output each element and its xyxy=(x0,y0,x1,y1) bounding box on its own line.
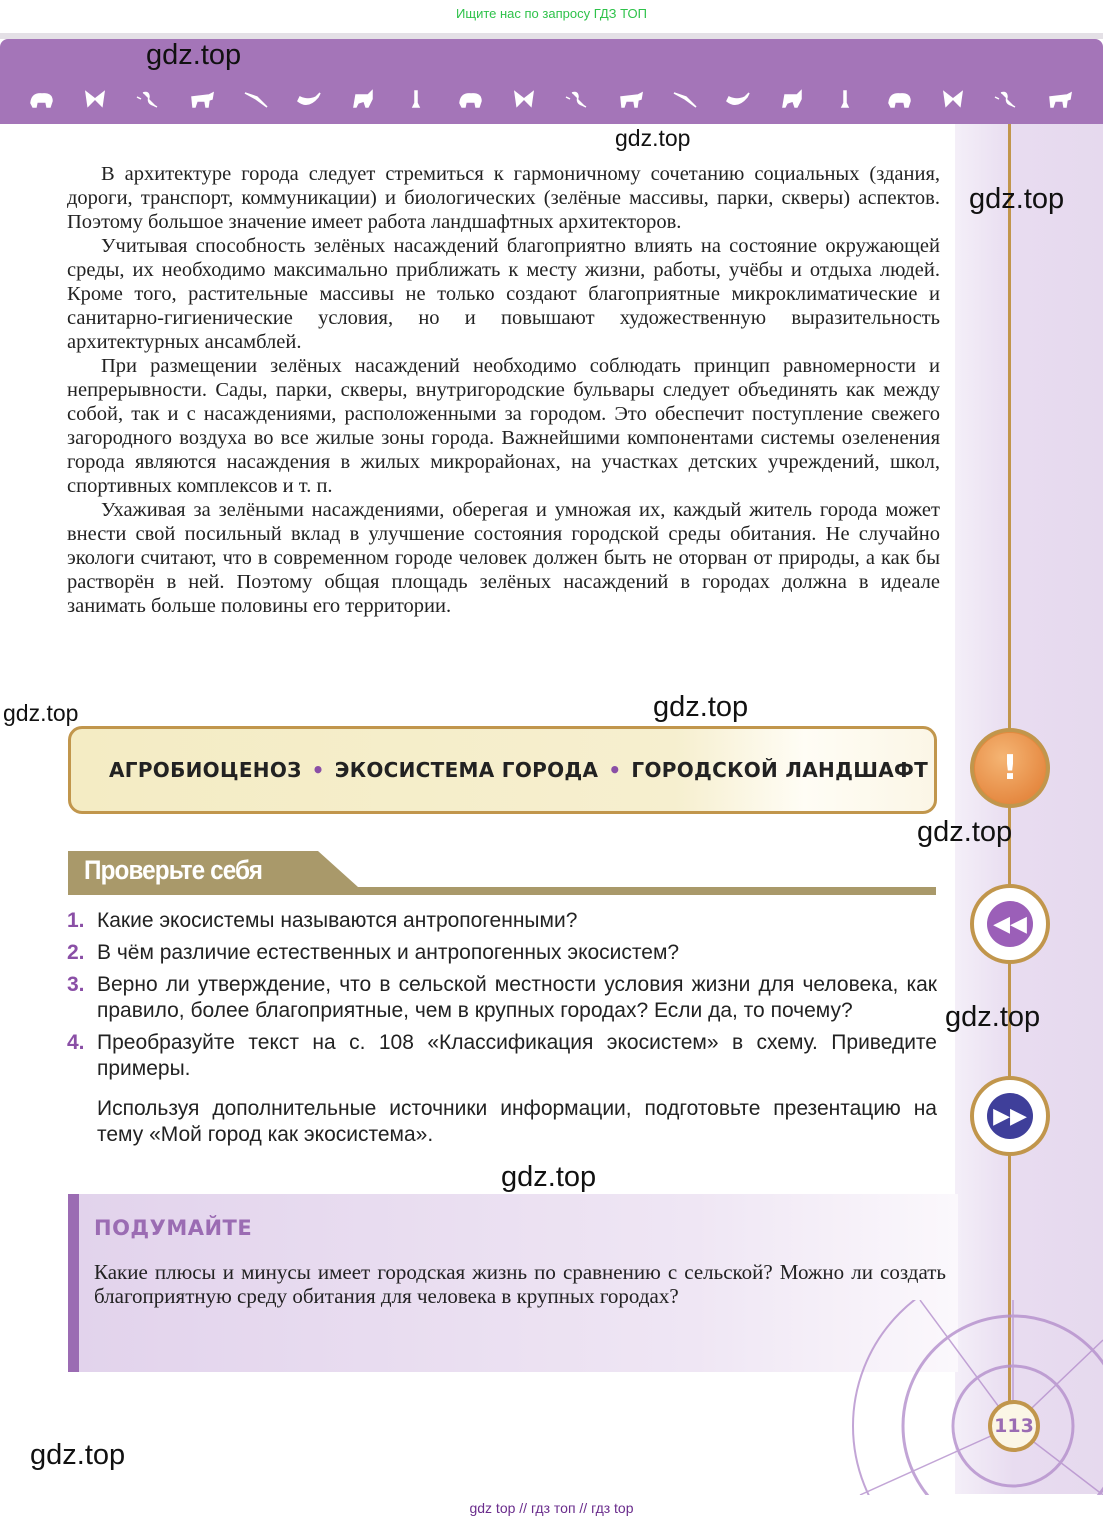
forward-button[interactable] xyxy=(970,1076,1050,1156)
think-text: Какие плюсы и минусы имеет городская жизнь по сравнению с сельской? Можно ли создать благоприятную среду обитания для человека в крупных городах? xyxy=(94,1260,946,1308)
questions-list xyxy=(67,908,937,1148)
animal-icon xyxy=(1047,89,1073,109)
animal-icon xyxy=(779,89,805,109)
paragraph: В архитектуре города следует стремиться к гармоничному сочетанию социальных (здания, дороги, транспорт, коммуникации) и биологических (зелёные массивы, парки, скверы) аспектов. Поэтому большое значение имеет работа ландшафтных архитекторов. xyxy=(67,163,940,233)
keyword: ЭКОСИСТЕМА ГОРОДА xyxy=(334,758,599,782)
question-item: 4. Преобразуйте текст на с. 108 «Классификация экосистем» в схему. Приведите примеры. xyxy=(67,1031,937,1080)
back-button[interactable] xyxy=(970,884,1050,964)
footer-links: gdz top // гдз топ // гдз top xyxy=(469,1500,634,1516)
watermark: gdz.top xyxy=(969,183,1065,215)
keyword-separator: • xyxy=(608,758,622,782)
section-title: Проверьте себя xyxy=(84,855,263,885)
animal-icon xyxy=(82,89,108,109)
important-icon: ! xyxy=(970,728,1050,808)
watermark: gdz.top xyxy=(653,691,749,723)
animal-icon xyxy=(28,89,54,109)
animal-icon xyxy=(886,89,912,109)
animal-icon xyxy=(832,89,858,109)
animal-icon xyxy=(993,89,1019,109)
watermark: gdz.top xyxy=(501,1161,597,1193)
animal-icon xyxy=(403,89,429,109)
watermark: gdz.top xyxy=(615,125,691,151)
decorative-wheel xyxy=(820,1300,1103,1495)
watermark: gdz.top xyxy=(30,1439,126,1471)
keywords-box xyxy=(68,726,937,814)
keyword-separator: • xyxy=(311,758,325,782)
check-yourself-header xyxy=(68,851,936,895)
paragraph: Учитывая способность зелёных насаждений благоприятно влиять на состояние окружающей среды, их необходимо максимально приближать к месту жизни, работы, учёбы и отдыха людей. Кроме того, растительные массивы не только создают благоприятные микроклиматические и санитарно-гигиенические условия, но и повышают художественную выразительность архитектурных ансамблей. xyxy=(67,235,940,353)
watermark: gdz.top xyxy=(945,1001,1041,1033)
question-item: 3. Верно ли утверждение, что в сельской местности условия жизни для человека, как правило, более благоприятные, чем в крупных городах? Если да, то почему? xyxy=(67,973,937,1022)
animal-icon xyxy=(511,89,537,109)
main-text xyxy=(67,162,940,618)
paragraph: При размещении зелёных насаждений необходимо соблюдать принцип равномерности и непрерывности. Сады, парки, скверы, внутригородские бульвары следует объединять как между собой, так и с насаждениями, расположенными за городом. Это обеспечит поступление свежего загородного воздуха во все жилые зоны города. Важнейшими компонентами системы озеленения города являются насаждения в жилых микрорайонах, на участках детских учреждений, школ, спортивных комплексов и т. п. xyxy=(67,355,940,497)
animal-icon xyxy=(189,89,215,109)
animal-icon xyxy=(457,89,483,109)
animal-icon xyxy=(243,89,269,109)
animal-icon xyxy=(564,89,590,109)
keyword: ГОРОДСКОЙ ЛАНДШАФТ xyxy=(631,758,929,782)
animal-icon xyxy=(725,89,751,109)
animal-icon xyxy=(940,89,966,109)
animal-icon xyxy=(296,89,322,109)
question-item: 2. В чём различие естественных и антропогенных экосистем? xyxy=(67,941,680,964)
animal-icon xyxy=(618,89,644,109)
page-number: 113 xyxy=(988,1400,1040,1452)
animal-silhouettes xyxy=(28,89,1073,109)
fast-forward-icon: ▶▶ xyxy=(987,1093,1033,1139)
watermark: gdz.top xyxy=(146,39,242,71)
paragraph: Ухаживая за зелёными насаждениями, оберегая и умножая их, каждый житель города может внести свой посильный вклад в улучшение состояния городской среды обитания. Не случайно экологи считают, что в современном городе человек должен быть не оторван от природы, а как бы растворён в ней. Поэтому общая площадь зелёных насаждений в городах должна в идеале занимать больше половины его территории. xyxy=(67,499,940,617)
question-item: 1. Какие экосистемы называются антропогенными? xyxy=(67,909,578,932)
sidebar-margin xyxy=(955,124,1103,1494)
watermark: gdz.top xyxy=(917,816,1013,848)
animal-icon xyxy=(672,89,698,109)
rewind-icon: ◀◀ xyxy=(987,901,1033,947)
think-title: ПОДУМАЙТЕ xyxy=(94,1216,253,1240)
search-hint: Ищите нас по запросу ГДЗ ТОП xyxy=(456,6,647,21)
keyword: АГРОБИОЦЕНОЗ xyxy=(109,758,302,782)
watermark: gdz.top xyxy=(3,700,79,726)
animal-icon xyxy=(135,89,161,109)
project-task: Используя дополнительные источники информации, подготовьте презентацию на тему «Мой город как экосистема». xyxy=(97,1097,937,1146)
animal-icon xyxy=(350,89,376,109)
